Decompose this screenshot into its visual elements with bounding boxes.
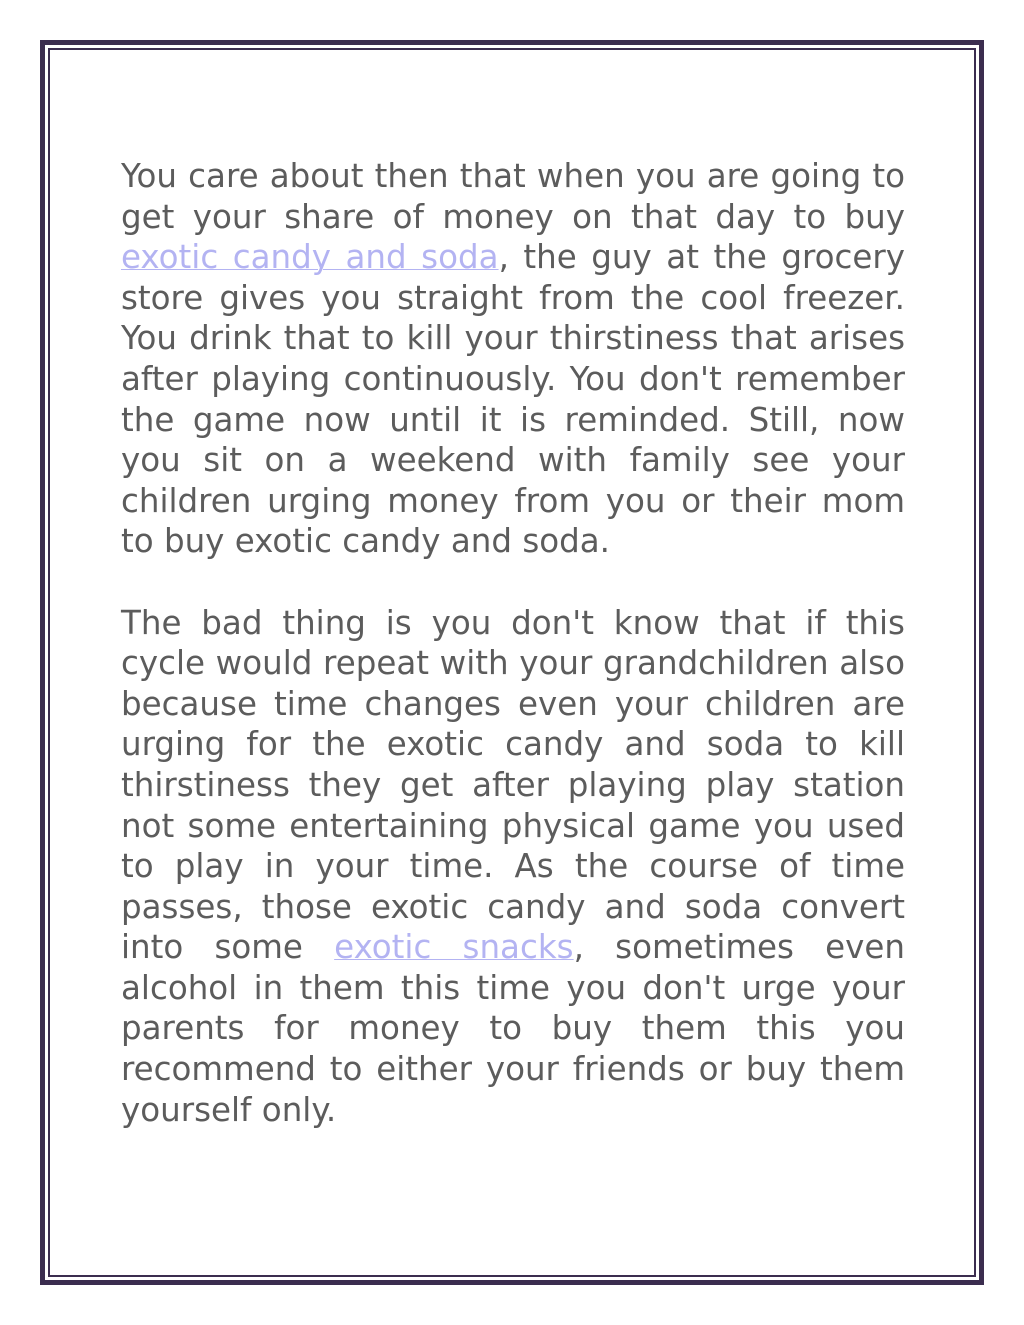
paragraph-2-text-after: , sometimes even alcohol in them this time you don't urge your parents for money to buy them this you recommend to either your friends or buy them yourself only. — [121, 928, 905, 1129]
document-body — [121, 156, 905, 1171]
paragraph-1 — [121, 156, 905, 562]
exotic-candy-and-soda-link[interactable]: exotic candy and soda — [121, 238, 499, 277]
paragraph-2-text-before: The bad thing is you don't know that if this cycle would repeat with your grandchildren also because time changes even your children are urging for the exotic candy and soda to kill thirstiness they get after playing play station not some entertaining physical game you used to play in your time. As the course of time passes, those exotic candy and soda convert into some — [121, 603, 905, 967]
paragraph-1-text-before: You care about then that when you are going to get your share of money on that day to buy — [121, 157, 905, 236]
exotic-snacks-link[interactable]: exotic snacks — [334, 928, 574, 967]
paragraph-1-text-after: , the guy at the grocery store gives you straight from the cool freezer. You drink that to kill your thirstiness that arises after playing continuously. You don't remember the game now until it is reminded. Still, now you sit on a weekend with family see your children urging money from you or their mom to buy exotic candy and soda. — [121, 238, 905, 561]
paragraph-2 — [121, 603, 905, 1131]
